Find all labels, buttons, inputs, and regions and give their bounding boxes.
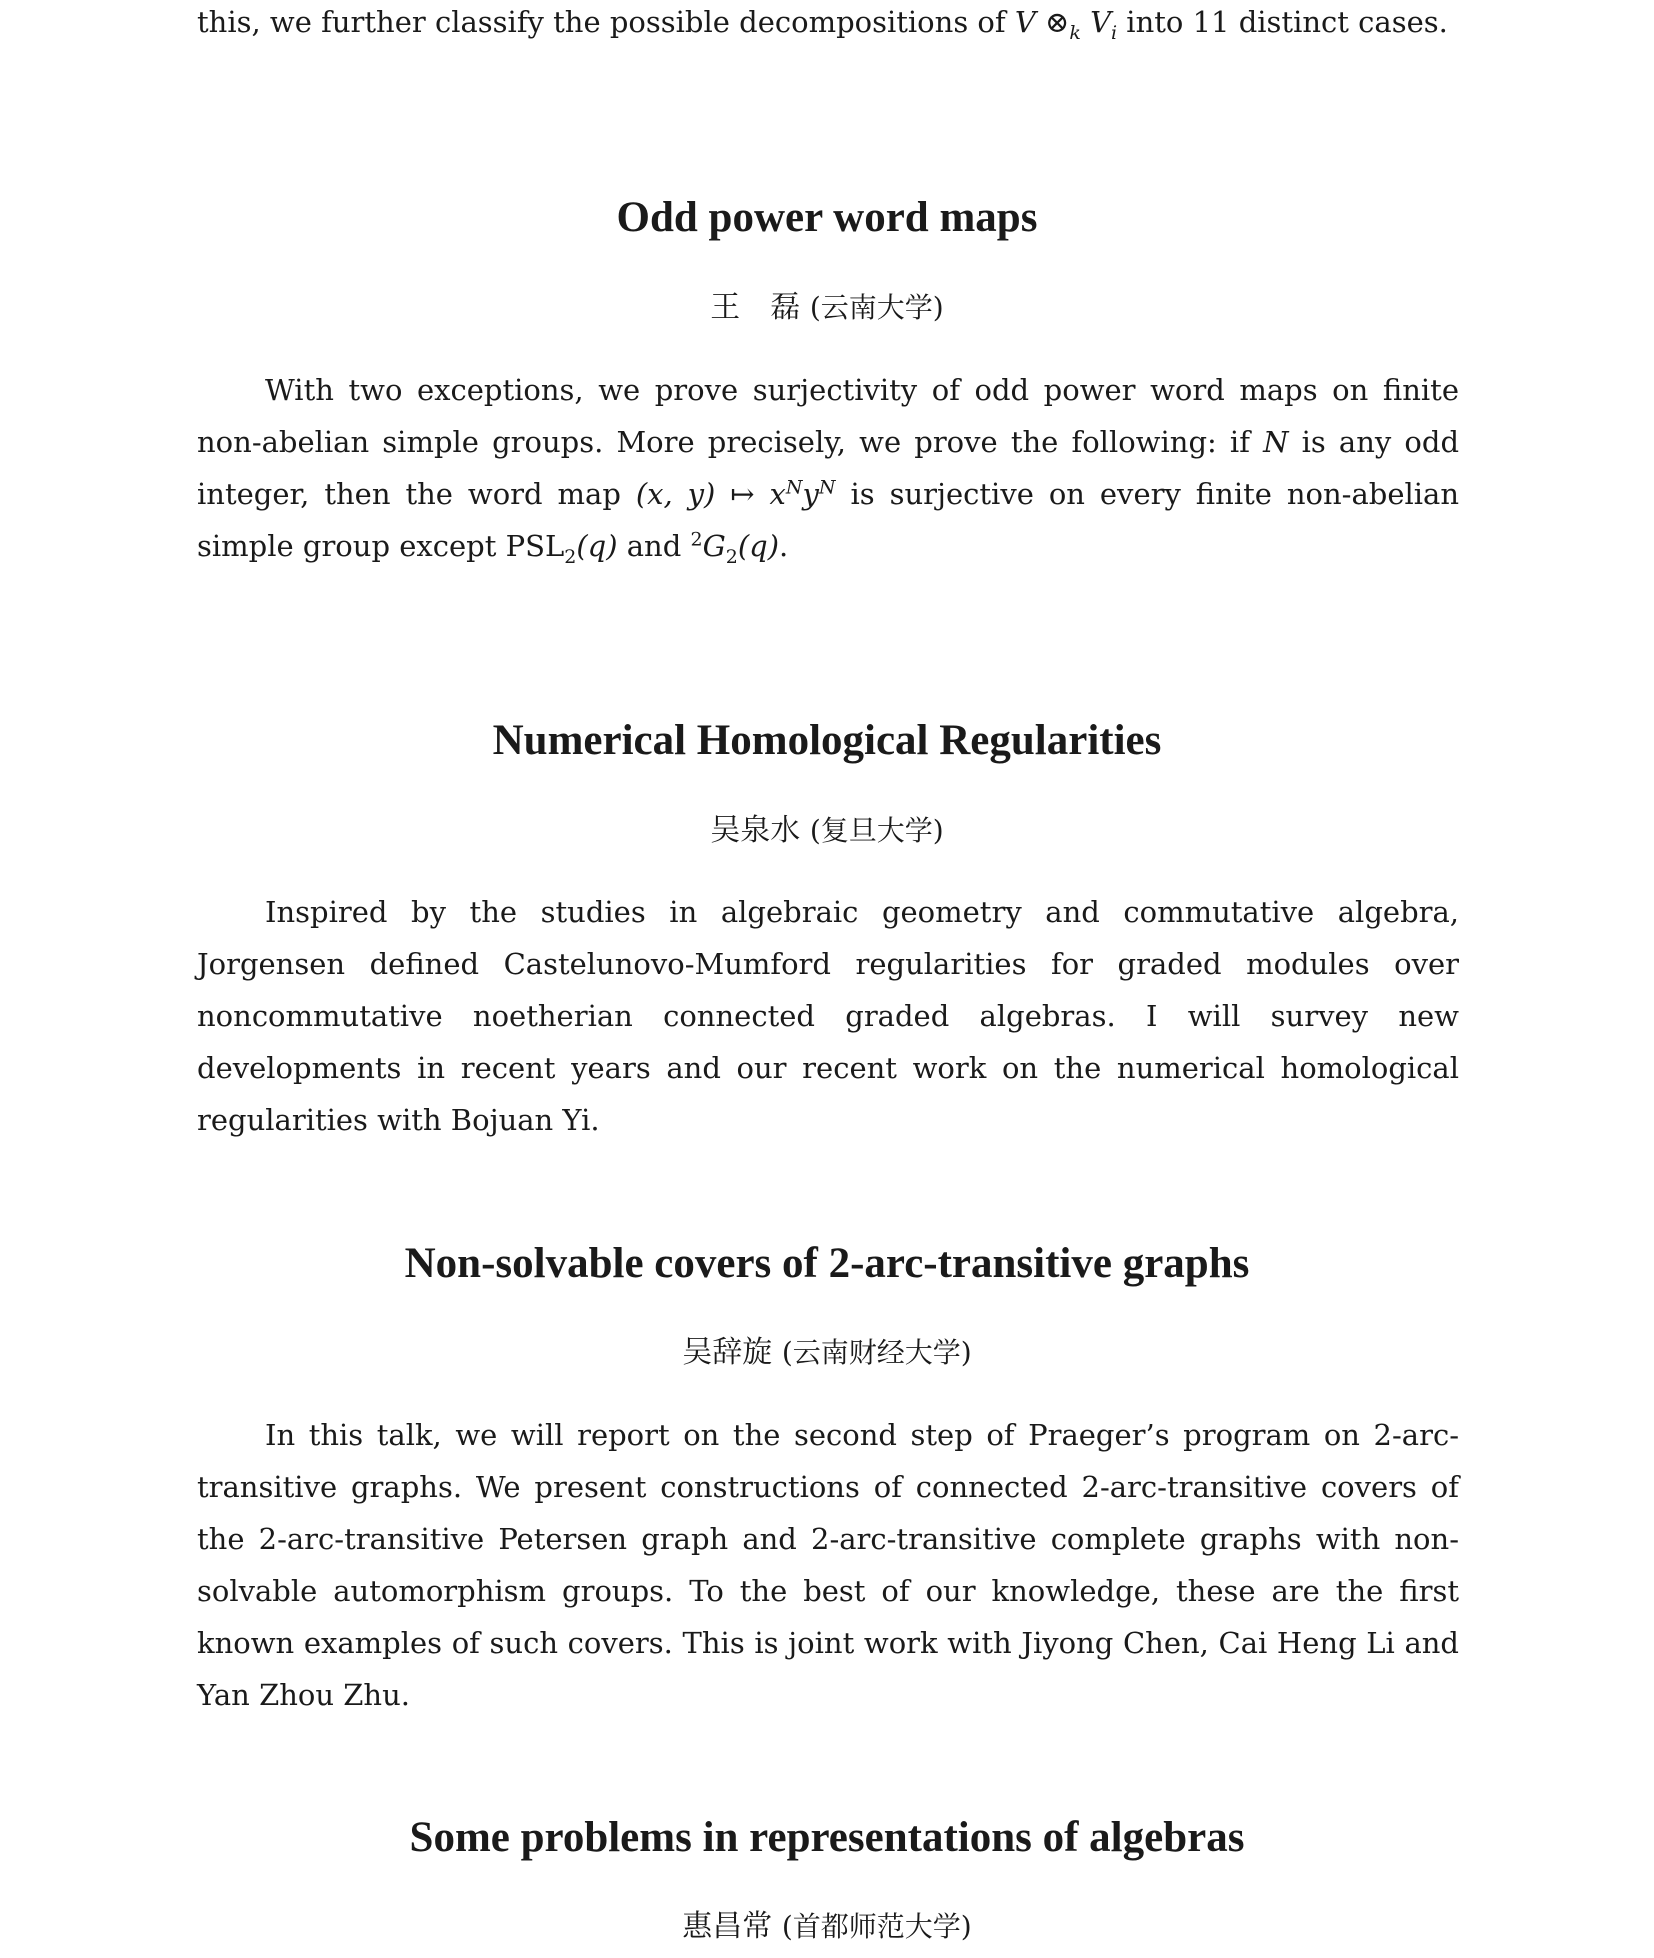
speaker-affiliation: (首都师范大学): [781, 1910, 972, 1943]
speaker-affiliation: (复旦大学): [809, 814, 944, 847]
speaker-line: [0, 288, 1654, 328]
speaker-affiliation: (云南大学): [809, 291, 944, 324]
speaker-name: 吴辞旋: [682, 1335, 773, 1370]
talk-title: Non-solvable covers of 2-arc-transitive graphs: [404, 1240, 1250, 1287]
talk-abstract: In this talk, we will report on the second step of Praeger’s program on 2-arc-transitive graphs. We present constructions of connected 2-arc-transitive covers of the 2-arc-transitive Petersen graph and 2-arc-transitive complete graphs with non-solvable automorphism groups. To the best of our knowledge, these are the first known examples of such covers. This is joint work with Jiyong Chen, Cai Heng Li and Yan Zhou Zhu.: [197, 1418, 1459, 1712]
talk-title: Odd power word maps: [616, 194, 1038, 241]
talk-abstract: With two exceptions, we prove surjectivity of odd power word maps on finite non-abelian simple groups. More precisely, we prove the following: if N is any odd integer, then the word map (x, y) ↦ $x^Ny^N$ is surjective on every finite non-abelian simple group except $PSL_2(q)$ and $^2G_2(q)$.: [197, 373, 1460, 568]
speaker-name: 王 磊: [710, 290, 801, 325]
speaker-name: 惠昌常: [682, 1909, 773, 1944]
speaker-line: [0, 1333, 1654, 1373]
continuation-paragraph: this, we further classify the possible decompositions of V $\otimes_k$ $V_i$ into 11 distinct cases.: [197, 5, 1448, 44]
talk-abstract: Inspired by the studies in algebraic geometry and commutative algebra, Jorgensen defined Castelunovo-Mumford regularities for graded modules over noncommutative noetherian connected graded algebras. I will survey new developments in recent years and our recent work on the numerical homological regularities with Bojuan Yi.: [197, 895, 1459, 1137]
speaker-name: 吴泉水: [710, 813, 801, 848]
talk-title: Numerical Homological Regularities: [492, 717, 1162, 764]
speaker-line: [0, 1907, 1654, 1947]
speaker-affiliation: (云南财经大学): [781, 1336, 972, 1369]
talk-title: Some problems in representations of algebras: [409, 1814, 1245, 1861]
speaker-line: [0, 811, 1654, 851]
